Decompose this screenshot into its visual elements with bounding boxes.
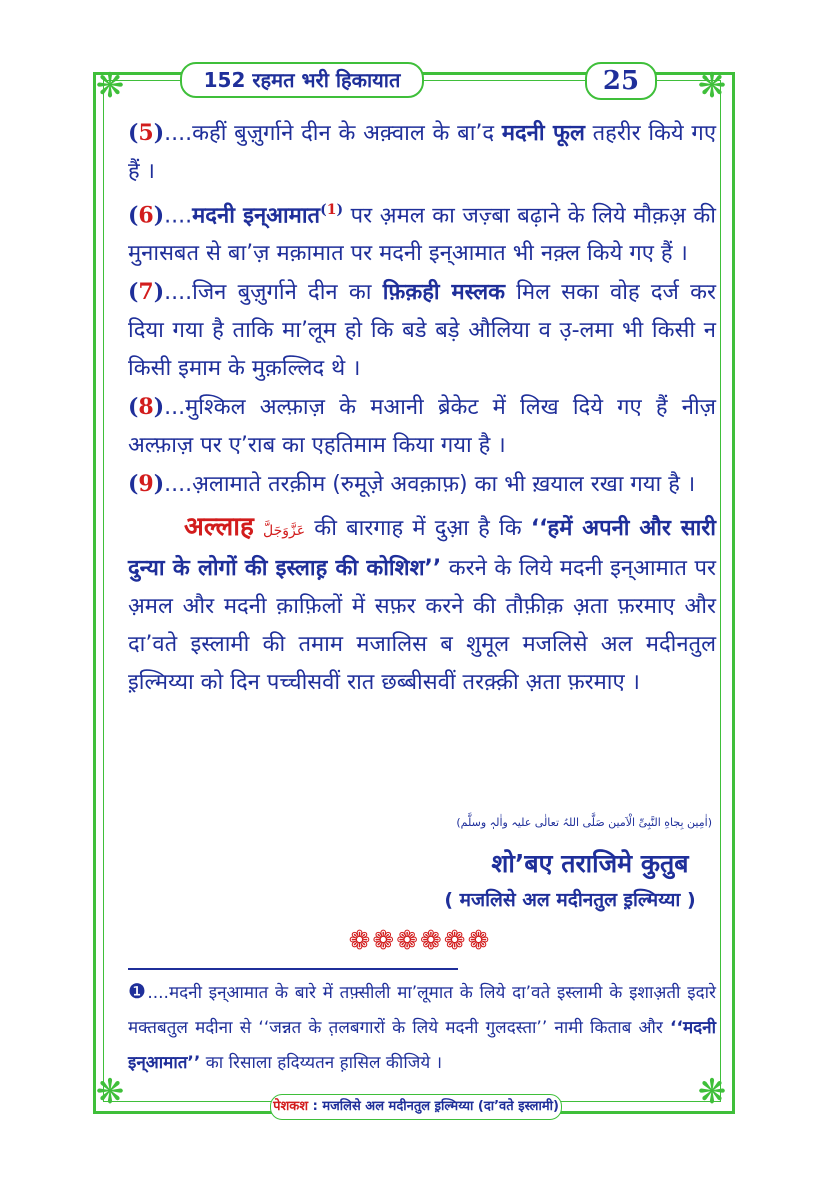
corner-ornament-icon: ❋ — [95, 66, 125, 106]
corner-ornament-icon: ❋ — [697, 66, 727, 106]
footnote: ❶....मदनी इन्आमात के बारे में तफ़्सीली मा’लूमात के लिये दा’वते इस्लामी के इशाअ़ती इदारे मक्तबतुल मदीना से ‘‘जन्नत के त़लबगारों के लिये मदनी गुलदस्ता’’ नामी किताब और ‘‘मदनी इन्आमात’’ का रिसाला हदिय्यतन ह़ासिल कीजिये । — [128, 979, 716, 1073]
list-item: (5)....कहीं बुज़ुर्गाने दीन के अक़्वाल के बा’द मदनी फूल तहरीर किये गए हैं । — [128, 120, 716, 184]
list-item: (7)....जिन बुज़ुर्गाने दीन का फ़िक़ही मस्लक मिल सका वोह दर्ज कर दिया गया है ताकि मा’लूम हो कि बडे बड़े औलिया व उ़-लमा भी किसी न किसी इमाम के मुक़ल्लिद थे । — [128, 279, 717, 382]
signature-majlis: ( मजलिसे अल मदीनतुल इ़ल्मिय्या ) — [444, 889, 696, 911]
list-item: (6)....मदनी इन्आमात$^{(1)}$ पर अ़मल का जज़्बा बढ़ाने के लिये मौक़अ़ की मुनासबत से बा’ज़ मक़ामात पर मदनी इन्आमात भी नक़्ल किये गए हैं । — [128, 202, 716, 267]
page-number: 25 — [585, 62, 657, 100]
list-item: (8)...मुश्किल अल्फ़ाज़ के मआनी ब्रेकेट में लिख दिये गए हैं नीज़ अल्फ़ाज़ पर ए’राब का एहतिमाम किया गया है । — [128, 394, 716, 459]
list-item: (9)....अ़लामाते तरक़ीम (रुमूज़े अवक़ाफ़) का भी ख़याल रखा गया है । — [128, 471, 696, 498]
main-text — [128, 114, 716, 702]
corner-ornament-icon: ❋ — [95, 1072, 125, 1112]
footer-presenter: पेशकश : मजलिसे अल मदीनतुल इ़ल्मिय्या (दा’वते इस्लामी) — [270, 1094, 562, 1120]
allah-calligraphy: अल्लाह — [184, 512, 254, 543]
prayer-paragraph: अल्लाह عَزَّوَجَلَّ की बारगाह में दुआ़ है कि ‘‘हमें अपनी और सारी दुन्या के लोगों की इस्लाह़ की कोशिश’’ करने के लिये मदनी इन्आमात पर अ़मल और मदनी क़ाफ़िलों में सफ़र करने की तौफ़ीक़ अ़ता फ़रमाए और दा’वते इस्लामी की तमाम मजालिस ब शुमूल मजलिसे अल मदीनतुल इ़ल्मिय्या को दिन पच्चीसवीं रात छब्बीसवीं तरक़्क़ी अ़ता फ़रमाए । — [128, 512, 717, 696]
footnote-divider — [128, 968, 458, 970]
dua-arabic: (اٰمِين بِجاهِ النَّبِیِّ الْاَمین صَلَّی اللہُ تعالٰی علیہ واٰلہٖ وسلَّم) — [456, 816, 712, 829]
signature-department: शो’बए तराजिमे कुतुब — [491, 849, 689, 878]
flower-ornament-icon: ❁❁❁❁❁❁ — [348, 926, 492, 956]
corner-ornament-icon: ❋ — [697, 1072, 727, 1112]
book-title: 152 रहमत भरी हिकायात — [180, 62, 424, 98]
